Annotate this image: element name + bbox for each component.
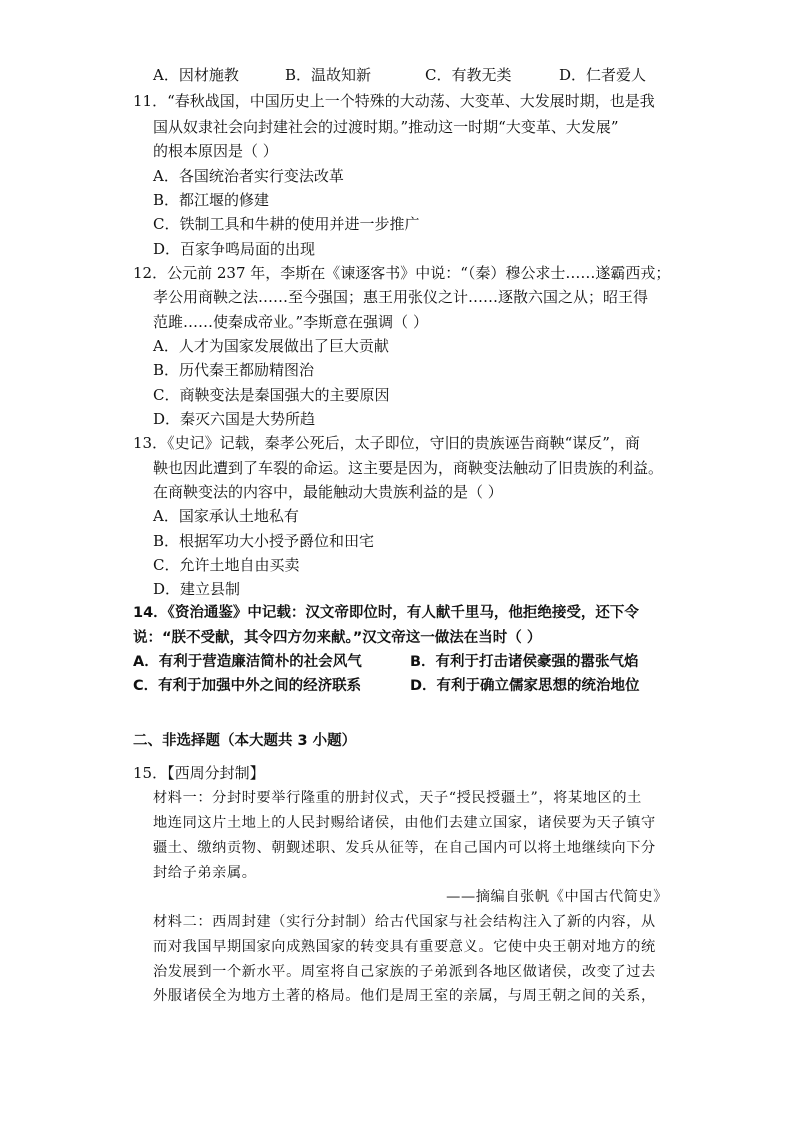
q12-option-d[interactable]: D．秦灭六国是大势所趋 xyxy=(153,410,316,428)
q14-stem-line1: 14．《资治通鉴》中记载：汉文帝即位时，有人献千里马，他拒绝接受，还下令 xyxy=(133,605,639,621)
q11-option-d[interactable]: D．百家争鸣局面的出现 xyxy=(153,240,316,258)
q11-option-c[interactable]: C．铁制工具和牛耕的使用并进一步推广 xyxy=(153,215,420,233)
q14-option-b[interactable]: B．有利于打击诸侯豪强的嚣张气焰 xyxy=(410,654,639,670)
q12-stem-line2: 孝公用商鞅之法……至今强国；惠王用张仪之计……逐散六国之从；昭王得 xyxy=(153,288,649,306)
q15-material1-line4: 封给子弟亲属。 xyxy=(153,865,257,881)
q15-material1-line1: 材料一：分封时要举行隆重的册封仪式，天子“授民授疆土”，将某地区的土 xyxy=(153,790,642,806)
q13-option-d[interactable]: D．建立县制 xyxy=(153,580,241,598)
q10-option-a[interactable]: A．因材施教 xyxy=(153,66,239,84)
q15-material1-line2: 地连同这片土地上的人民封赐给诸侯，由他们去建立国家，诸侯要为天子镇守 xyxy=(153,815,656,831)
q15-title: 15．【西周分封制】 xyxy=(133,764,265,782)
q12-stem-line3: 范雎……使秦成帝业。”李斯意在强调（ ） xyxy=(153,313,428,331)
q11-stem-line2: 国从奴隶社会向封建社会的过渡时期。”推动这一时期“大变革、大发展” xyxy=(153,118,619,136)
q12-option-c[interactable]: C．商鞅变法是秦国强大的主要原因 xyxy=(153,386,390,404)
q11-option-a[interactable]: A．各国统治者实行变法改革 xyxy=(153,167,344,185)
q12-option-b[interactable]: B．历代秦王都励精图治 xyxy=(153,361,315,379)
q11-stem-line1: 11．“春秋战国，中国历史上一个特殊的大动荡、大变革、大发展时期，也是我 xyxy=(133,92,655,110)
q11-stem-line3: 的根本原因是（ ） xyxy=(153,142,278,160)
q14-option-d[interactable]: D．有利于确立儒家思想的统治地位 xyxy=(410,678,640,694)
q10-option-b[interactable]: B．温故知新 xyxy=(285,66,372,84)
q15-source1: ——摘编自张帆《中国古代简史》 xyxy=(446,889,668,905)
q15-material2-line3: 治发展到一个新水平。周室将自己家族的子弟派到各地区做诸侯，改变了过去 xyxy=(153,964,656,980)
q13-stem-line2: 鞅也因此遭到了车裂的命运。这主要是因为，商鞅变法触动了旧贵族的利益。 xyxy=(153,459,664,477)
q15-material2-line4: 外服诸侯全为地方土著的格局。他们是周王室的亲属，与周王朝之间的关系， xyxy=(153,988,656,1004)
q15-material2-line1: 材料二：西周封建（实行分封制）给古代国家与社会结构注入了新的内容，从 xyxy=(153,914,656,930)
q14-option-a[interactable]: A．有利于营造廉洁简朴的社会风气 xyxy=(133,654,362,670)
q13-stem-line3: 在商鞅变法的内容中，最能触动大贵族利益的是（ ） xyxy=(153,483,503,501)
q11-option-b[interactable]: B．都江堰的修建 xyxy=(153,191,270,209)
q13-option-c[interactable]: C．允许土地自由买卖 xyxy=(153,556,300,574)
q10-option-c[interactable]: C．有教无类 xyxy=(425,66,512,84)
q14-stem-line2: 说：“朕不受献，其令四方勿来献。”汉文帝这一做法在当时（ ） xyxy=(133,630,542,646)
q12-stem-line1: 12．公元前 237 年，李斯在《谏逐客书》中说：“（秦）穆公求士……遂霸西戎； xyxy=(133,264,671,282)
q15-material1-line3: 疆土、缴纳贡物、朝觐述职、发兵从征等，在自己国内可以将土地继续向下分 xyxy=(153,840,656,856)
section-heading: 二、非选择题（本大题共 3 小题） xyxy=(133,733,357,749)
q13-stem-line1: 13．《史记》记载，秦孝公死后，太子即位，守旧的贵族诬告商鞅“谋反”，商 xyxy=(133,434,640,452)
q13-option-a[interactable]: A．国家承认土地私有 xyxy=(153,507,299,525)
q12-option-a[interactable]: A．人才为国家发展做出了巨大贡献 xyxy=(153,337,389,355)
q10-option-d[interactable]: D．仁者爱人 xyxy=(559,66,647,84)
q15-material2-line2: 而对我国早期国家向成熟国家的转变具有重要意义。它使中央王朝对地方的统 xyxy=(153,939,656,955)
q14-option-c[interactable]: C．有利于加强中外之间的经济联系 xyxy=(133,678,362,694)
q13-option-b[interactable]: B．根据军功大小授予爵位和田宅 xyxy=(153,532,375,550)
